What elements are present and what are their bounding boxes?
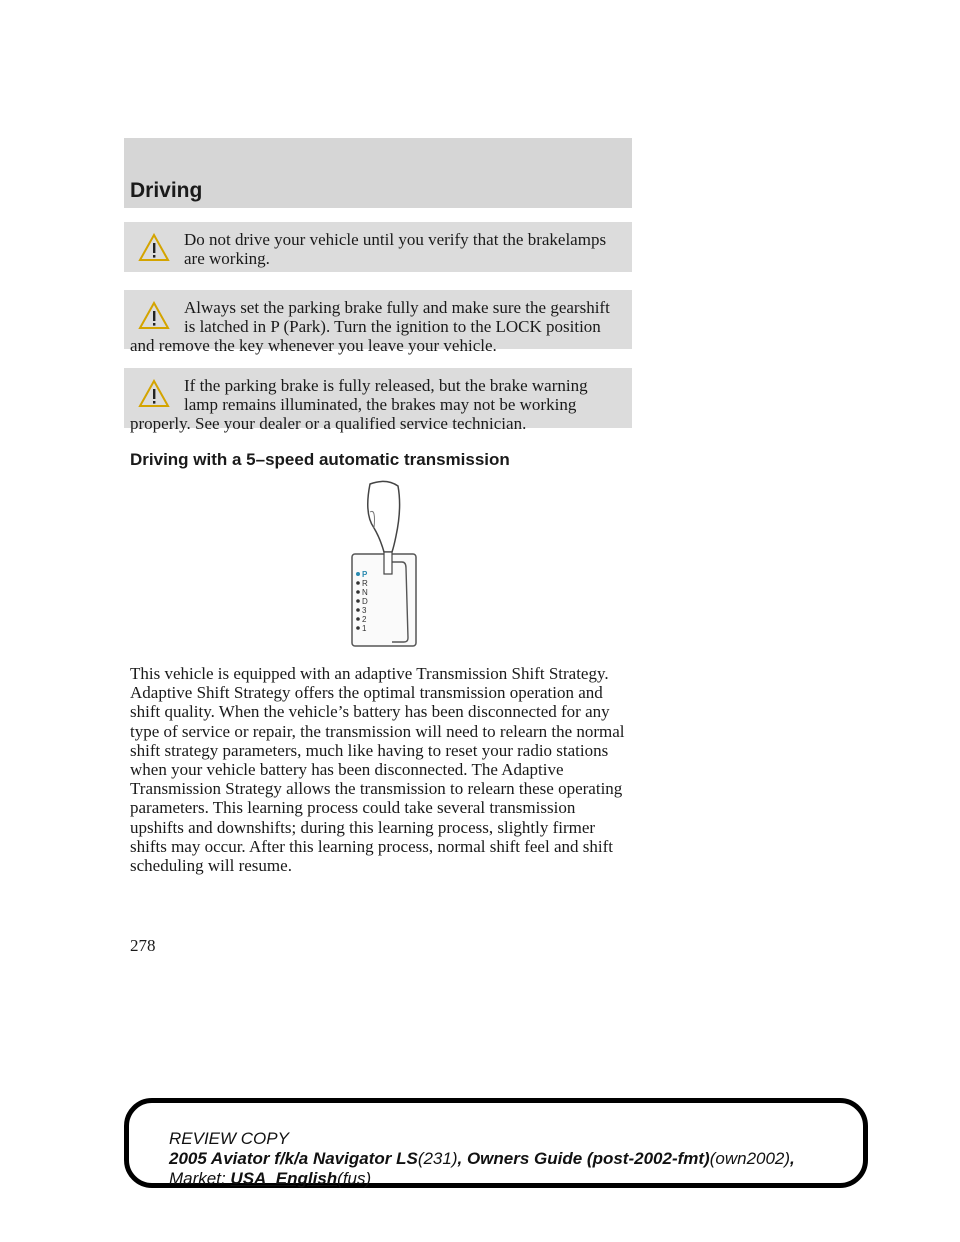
body-paragraph: This vehicle is equipped with an adaptive Transmission Shift Strategy. Adaptive Shift Strategy offers the optimal transmission operation and shift quality. When the vehicle’s battery has been disconnected for any type of service or repair, the transmission will need to relearn the normal shift strategy parameters, much like having to reset your radio stations when your vehicle battery has been disconnected. The Adaptive Transmission Strategy allows the transmission to relearn these operating parameters. This learning process could take several transmission upshifts and downshifts; during this learning process, slightly firmer shifts may occur. After this learning process, normal shift feel and shift scheduling will resume. xyxy=(130,664,625,876)
gear-label-1: 1 xyxy=(362,624,367,633)
warning-text-3: If the parking brake is fully released, but the brake warning lamp remains illuminated, the brakes may not be working properly. See your dealer or a qualified service technician. xyxy=(130,376,588,433)
review-market-code: (fus) xyxy=(337,1169,372,1188)
section-title: Driving xyxy=(130,179,203,202)
warning-triangle-icon xyxy=(138,233,170,263)
page-number: 278 xyxy=(130,936,156,955)
section-header-bar xyxy=(124,138,632,208)
gear-label-n: N xyxy=(362,588,368,597)
review-model-code: (231) xyxy=(417,1149,458,1168)
gear-label-p: P xyxy=(362,570,368,579)
section-heading: Driving with a 5–speed automatic transmission xyxy=(130,450,510,469)
review-model: 2005 Aviator f/k/a Navigator LS xyxy=(169,1149,418,1168)
review-guide: Owners Guide (post-2002-fmt) xyxy=(466,1149,710,1168)
gear-label-d: D xyxy=(362,597,368,606)
warning-text-2: Always set the parking brake fully and make sure the gearshift is latched in P (Park). Turn the ignition to the LOCK position and remove the key whenever you leave your vehicle. xyxy=(130,298,610,355)
gearshift-illustration xyxy=(340,478,430,648)
review-sep-2: , xyxy=(790,1149,795,1168)
review-market: USA_English xyxy=(230,1169,338,1188)
review-sep-1: , xyxy=(457,1149,467,1168)
warning-text-1: Do not drive your vehicle until you verify that the brakelamps are working. xyxy=(184,230,607,268)
warning-triangle-icon xyxy=(138,301,170,331)
review-model-line xyxy=(169,1149,795,1169)
warning-triangle-icon xyxy=(138,379,170,409)
review-copy-label: REVIEW COPY xyxy=(169,1129,289,1148)
gear-label-r: R xyxy=(362,579,368,588)
gear-label-3: 3 xyxy=(362,606,367,615)
warning-box-2 xyxy=(124,290,632,355)
review-market-line xyxy=(169,1169,371,1189)
review-guide-code: (own2002) xyxy=(709,1149,791,1168)
warning-box-1 xyxy=(124,222,632,272)
warning-box-3 xyxy=(124,368,632,433)
gear-dot-p xyxy=(356,572,360,576)
gear-label-2: 2 xyxy=(362,615,367,624)
review-market-label: Market: xyxy=(169,1169,226,1188)
review-copy-footer xyxy=(124,1098,868,1188)
